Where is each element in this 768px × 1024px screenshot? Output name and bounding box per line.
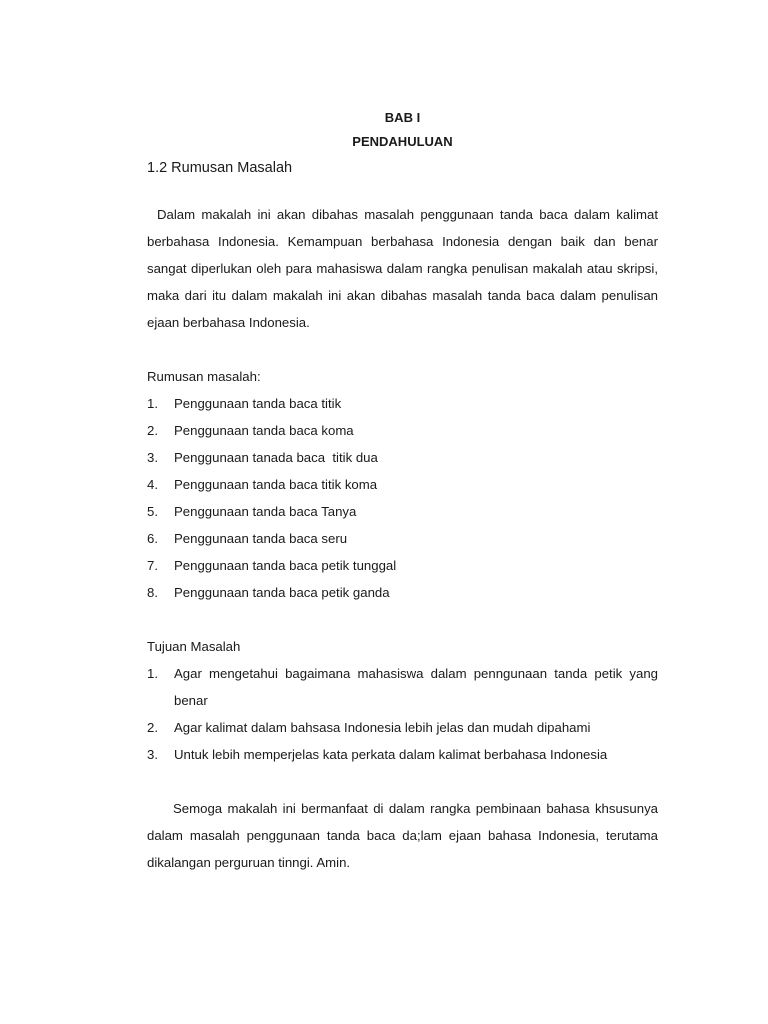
- list-text: Penggunaan tanda baca seru: [174, 531, 348, 546]
- list-item: [147, 741, 658, 768]
- list-item: [147, 660, 658, 714]
- chapter-number: BAB I: [384, 110, 421, 125]
- list-number: 8.: [147, 585, 158, 600]
- list-text: Agar mengetahui bagaimana mahasiswa dalam penngunaan tanda petik yang benar: [174, 666, 658, 708]
- list-text: Untuk lebih memperjelas kata perkata dalam kalimat berbahasa Indonesia: [174, 747, 608, 762]
- list-text: Penggunaan tanda baca Tanya: [174, 504, 357, 519]
- list-item: [147, 444, 658, 471]
- closing-paragraph: Semoga makalah ini bermanfaat di dalam rangka pembinaan bahasa khsusunya dalam masalah penggunaan tanda baca da;lam ejaan bahasa Indonesia, terutama dikalangan perguruan tinngi. Amin.: [147, 801, 658, 870]
- list-text: Penggunaan tanda baca petik ganda: [174, 585, 390, 600]
- list-text: Penggunaan tanda baca koma: [174, 423, 354, 438]
- list-number: 4.: [147, 477, 158, 492]
- rumusan-list: [147, 390, 658, 606]
- list-item: [147, 525, 658, 552]
- document-content: [147, 106, 658, 876]
- list-number: 5.: [147, 504, 158, 519]
- list-text: Penggunaan tanda baca titik koma: [174, 477, 378, 492]
- list-number: 6.: [147, 531, 158, 546]
- list-number: 3.: [147, 747, 158, 762]
- list-item: [147, 552, 658, 579]
- list-item: [147, 417, 658, 444]
- intro-paragraph: Dalam makalah ini akan dibahas masalah penggunaan tanda baca dalam kalimat berbahasa Indonesia. Kemampuan berbahasa Indonesia dengan baik dan benar sangat diperlukan oleh para mahasiswa dalam rangka penulisan makalah atau skripsi, maka dari itu dalam makalah ini akan dibahas masalah tanda baca dalam penulisan ejaan berbahasa Indonesia.: [147, 207, 658, 330]
- tujuan-label: Tujuan Masalah: [147, 639, 241, 654]
- list-text: Penggunaan tanda baca petik tunggal: [174, 558, 397, 573]
- list-text: Penggunaan tanada baca titik dua: [174, 450, 378, 465]
- list-text: Penggunaan tanda baca titik: [174, 396, 342, 411]
- list-number: 3.: [147, 450, 158, 465]
- list-number: 2.: [147, 423, 158, 438]
- list-number: 1.: [147, 396, 158, 411]
- list-item: [147, 714, 658, 741]
- list-item: [147, 579, 658, 606]
- list-number: 1.: [147, 666, 158, 681]
- rumusan-label: Rumusan masalah:: [147, 369, 261, 384]
- chapter-title: PENDAHULUAN: [352, 134, 453, 149]
- list-text: Agar kalimat dalam bahsasa Indonesia lebih jelas dan mudah dipahami: [174, 720, 591, 735]
- section-heading: 1.2 Rumusan Masalah: [147, 160, 293, 176]
- list-number: 2.: [147, 720, 158, 735]
- tujuan-list: [147, 660, 658, 768]
- list-item: [147, 498, 658, 525]
- list-item: [147, 390, 658, 417]
- list-item: [147, 471, 658, 498]
- list-number: 7.: [147, 558, 158, 573]
